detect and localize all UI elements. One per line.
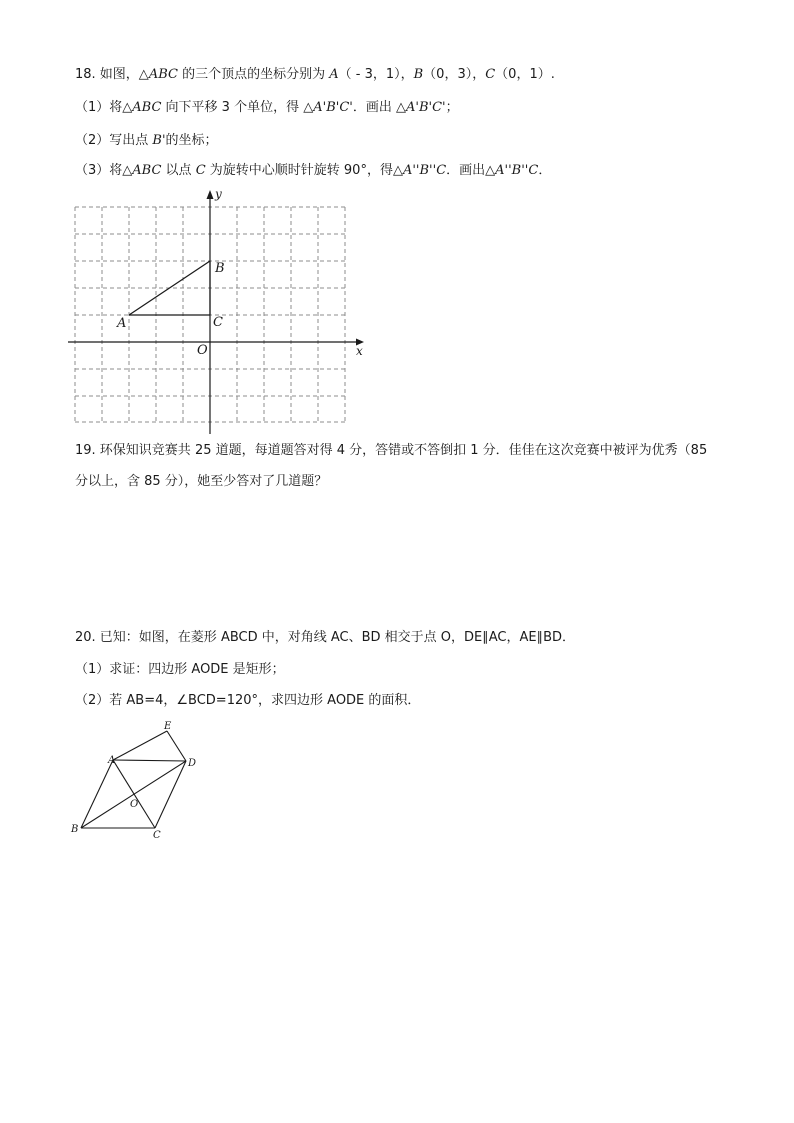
text: 的三个顶点的坐标分别为 <box>177 67 330 82</box>
text: ．画出△ <box>446 163 496 178</box>
point-b-prime: B' <box>152 133 166 148</box>
label-c: C <box>213 315 223 330</box>
image-triangle-name: A''B''C <box>495 163 539 178</box>
segment-da <box>113 760 186 761</box>
triangle-name: ABC <box>132 100 162 115</box>
text: 以点 <box>161 163 196 178</box>
coord-a: （ - 3，1）， <box>338 67 414 82</box>
label-o: O <box>130 799 139 810</box>
text: ．画出 △ <box>352 100 406 115</box>
image-triangle-name: A''B''C <box>402 163 447 178</box>
point-a: A <box>329 67 339 82</box>
triangle-name: ABC <box>148 67 178 82</box>
coord-c: （0，1）. <box>495 67 555 82</box>
segment-ae <box>113 731 167 760</box>
image-triangle-name: A'B'C' <box>405 100 446 115</box>
y-axis-arrow-icon <box>207 190 214 199</box>
label-b: B <box>71 824 79 835</box>
label-b: B <box>215 261 225 276</box>
text: ． <box>538 163 552 178</box>
text: 18. 如图，△ <box>75 67 149 82</box>
text: （3）将△ <box>75 163 133 178</box>
text: （1）将△ <box>75 100 133 115</box>
question-20-stem: 20. 已知：如图，在菱形 ABCD 中，对角线 AC、BD 相交于点 O，DE∥AC，AE∥BD． <box>75 630 576 645</box>
question-20-part-1: （1）求证：四边形 AODE 是矩形； <box>75 662 285 677</box>
label-c: C <box>153 830 161 840</box>
triangle-name: ABC <box>132 163 162 178</box>
label-y: y <box>215 187 222 201</box>
text: 向下平移 3 个单位，得 △ <box>161 100 314 115</box>
text: 为旋转中心顺时针旋转 90°，得△ <box>205 163 403 178</box>
question-18-part-3 <box>75 162 551 180</box>
text: 的坐标； <box>165 133 218 148</box>
question-20-part-2: （2）若 AB=4，∠BCD=120°，求四边形 AODE 的面积． <box>75 693 421 708</box>
label-x: x <box>356 344 363 358</box>
question-19-line-2: 分以上，含 85 分），她至少答对了几道题？ <box>75 474 328 489</box>
segment-ed <box>167 731 186 761</box>
label-o: O <box>197 343 208 358</box>
question-18-part-1 <box>75 99 459 117</box>
rhombus-figure <box>65 715 205 840</box>
text: （2）写出点 <box>75 133 153 148</box>
label-a: A <box>108 755 116 766</box>
question-19-line-1: 19. 环保知识竞赛共 25 道题，每道题答对得 4 分，答错或不答倒扣 1 分．佳佳在这次竞赛中被评为优秀（85 <box>75 443 708 458</box>
coord-b: （0，3）， <box>423 67 486 82</box>
label-d: D <box>188 758 197 769</box>
label-a: A <box>117 316 127 331</box>
image-triangle-name: A'B'C' <box>313 100 353 115</box>
point-c: C <box>195 163 206 178</box>
coordinate-grid-figure <box>60 185 370 435</box>
question-18-part-2 <box>75 132 218 150</box>
point-c: C <box>485 67 496 82</box>
text: ； <box>445 100 459 115</box>
question-18-stem <box>75 66 555 84</box>
label-e: E <box>164 721 172 732</box>
point-b: B <box>413 67 424 82</box>
